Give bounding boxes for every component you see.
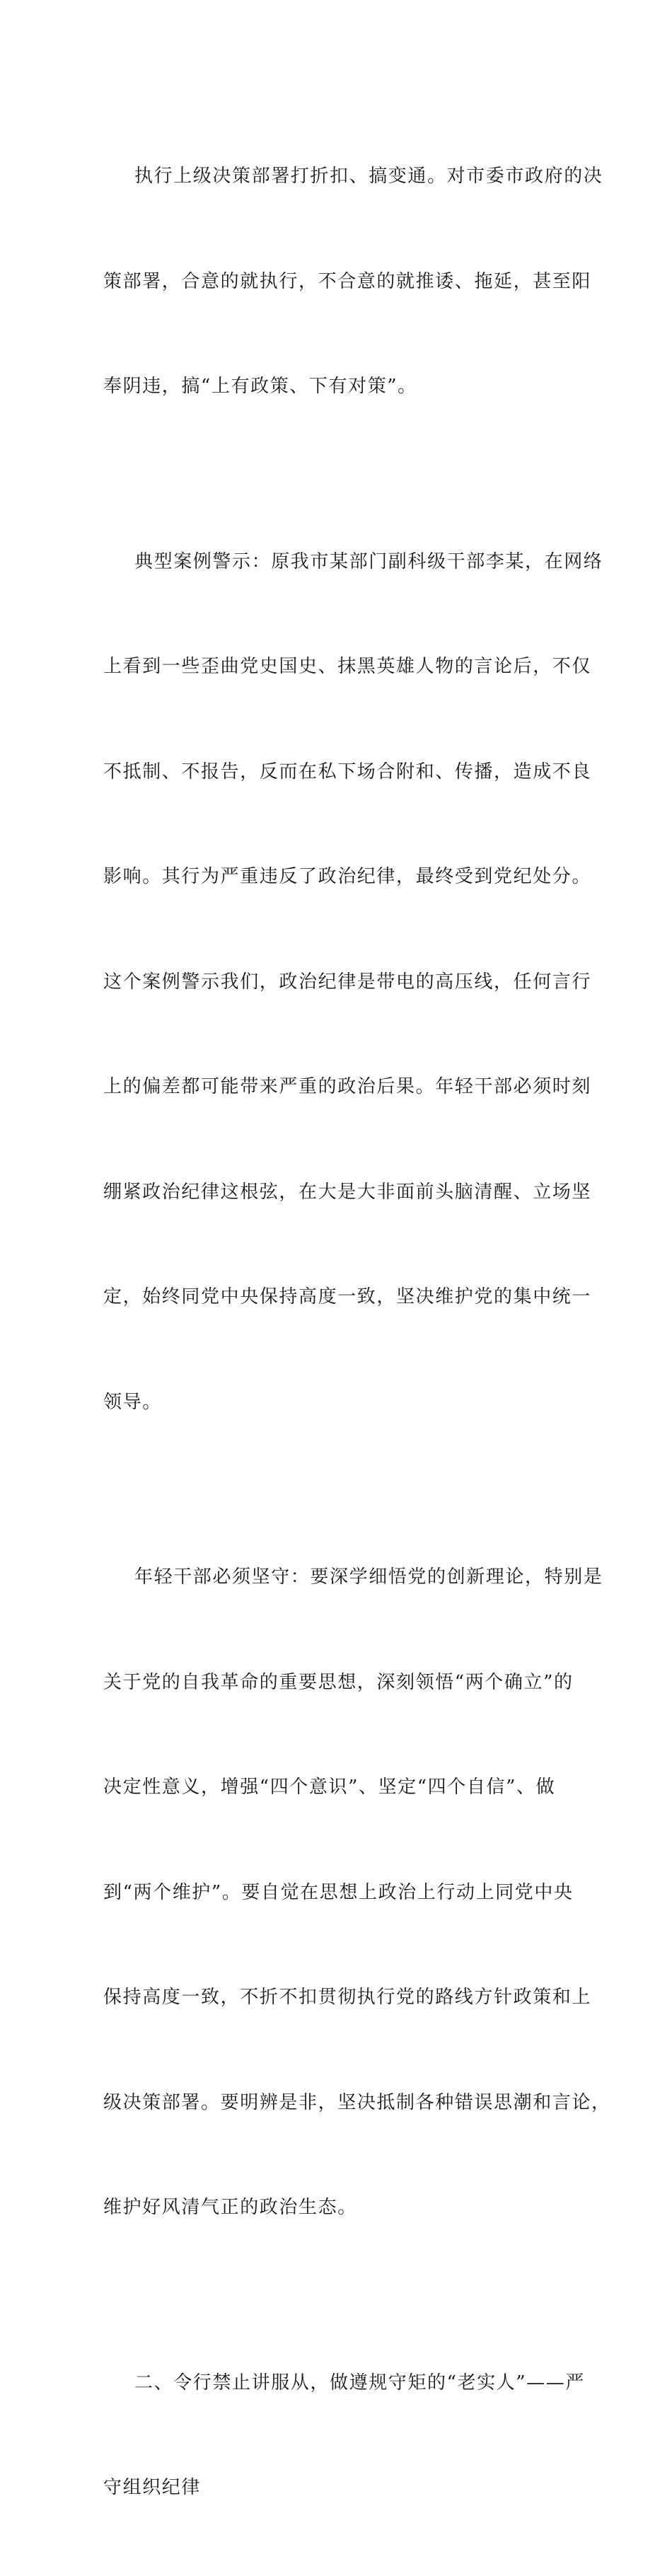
text-line: 执行上级决策部署打折扣、搞变通。对市委市政府的决 bbox=[134, 166, 603, 187]
text-line: 守组织纪律 bbox=[103, 2477, 202, 2498]
text-line: 绷紧政治纪律这根弦，在大是大非面前头脑清醒、立场坚 bbox=[103, 1181, 592, 1203]
text-line: 年轻干部必须坚守：要深学细悟党的创新理论，特别是 bbox=[134, 1566, 603, 1588]
paragraph-must-adhere bbox=[103, 1490, 611, 2296]
text-line: 级决策部署。要明辨是非，坚决抵制各种错误思潮和言论， bbox=[103, 2091, 611, 2113]
text-line: 到“两个维护”。要自觉在思想上政治上行动上同党中央 bbox=[103, 1881, 574, 1903]
text-line: 关于党的自我革命的重要思想，深刻领悟“两个确立”的 bbox=[103, 1671, 574, 1693]
document-page bbox=[103, 89, 611, 2576]
section-heading-organizational-discipline bbox=[103, 2296, 585, 2576]
text-line: 策部署，合意的就执行，不合意的就推诿、拖延，甚至阳 bbox=[103, 270, 592, 292]
text-line: 奉阴违，搞“上有政策、下有对策”。 bbox=[103, 376, 417, 397]
text-line: 维护好风清气正的政治生态。 bbox=[103, 2197, 357, 2218]
paragraph-case-warning bbox=[103, 475, 603, 1491]
text-line: 影响。其行为严重违反了政治纪律，最终受到党纪处分。 bbox=[103, 866, 592, 887]
text-line: 定，始终同党中央保持高度一致，坚决维护党的集中统一 bbox=[103, 1286, 592, 1307]
text-line: 上看到一些歪曲党史国史、抹黑英雄人物的言论后，不仅 bbox=[103, 656, 592, 677]
text-line: 领导。 bbox=[103, 1391, 162, 1413]
paragraph-implementation-issues bbox=[103, 89, 603, 475]
text-line: 不抵制、不报告，反而在私下场合附和、传播，造成不良 bbox=[103, 761, 592, 782]
text-line: 典型案例警示：原我市某部门副科级干部李某，在网络 bbox=[134, 550, 603, 572]
text-line: 二、令行禁止讲服从，做遵规守矩的“老实人”——严 bbox=[134, 2372, 585, 2393]
text-line: 决定性意义，增强“四个意识”、坚定“四个自信”、做 bbox=[103, 1777, 556, 1798]
text-line: 保持高度一致，不折不扣贯彻执行党的路线方针政策和上 bbox=[103, 1987, 592, 2008]
text-line: 上的偏差都可能带来严重的政治后果。年轻干部必须时刻 bbox=[103, 1076, 592, 1097]
text-line: 这个案例警示我们，政治纪律是带电的高压线，任何言行 bbox=[103, 971, 592, 993]
